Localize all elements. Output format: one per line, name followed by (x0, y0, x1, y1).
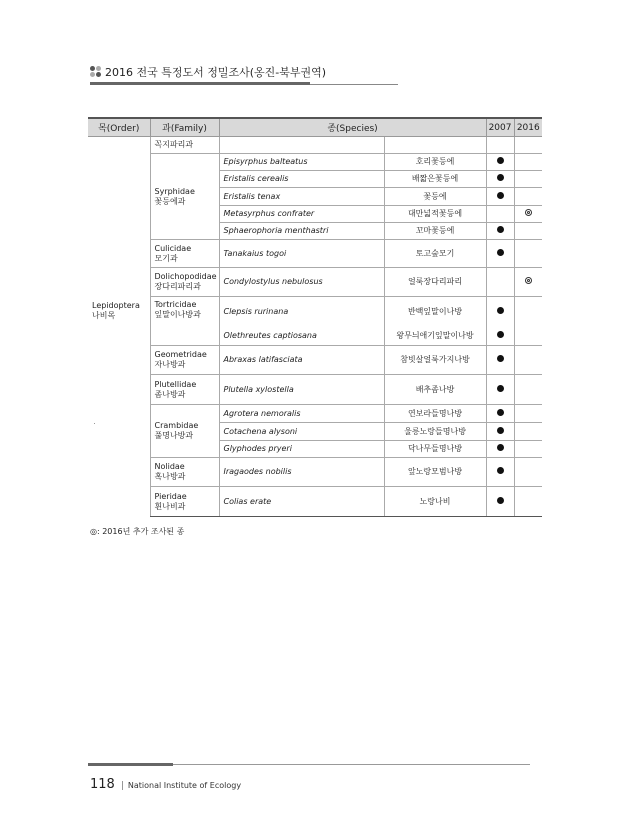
species-kor: 배추좀나방 (384, 375, 486, 405)
species-sci: Eristalis cerealis (219, 171, 384, 188)
species-sci: Abraxas latifasciata (219, 346, 384, 375)
filled-circle-icon (497, 331, 504, 338)
mark-2007 (486, 405, 514, 423)
filled-circle-icon (497, 497, 504, 504)
order-cell-empty (88, 137, 150, 297)
species-kor: 닥나무들명나방 (384, 441, 486, 458)
species-kor: 왕무늬애기잎말이나방 (384, 328, 486, 346)
species-kor: 토고숲모기 (384, 240, 486, 268)
page-footer (90, 773, 241, 792)
species-sci: Sphaerophoria menthastri (219, 223, 384, 240)
mark-2016 (514, 487, 542, 517)
mark-2007 (486, 346, 514, 375)
species-sci-cell (219, 137, 384, 154)
species-kor: 울릉노랑들명나방 (384, 423, 486, 441)
mark-2016 (514, 137, 542, 154)
filled-circle-icon (497, 174, 504, 181)
family-sci: Geometridae (154, 350, 207, 359)
species-sci: Tanakaius togoi (219, 240, 384, 268)
footer-separator: | (120, 781, 124, 791)
family-sci: Plutellidae (154, 379, 197, 389)
filled-circle-icon (497, 226, 504, 233)
family-cell (150, 154, 219, 240)
table-row (88, 346, 542, 375)
filled-circle-icon (497, 249, 504, 256)
mark-2007 (486, 188, 514, 206)
family-kor: 풀명나방과 (154, 431, 194, 440)
mark-2016 (514, 154, 542, 171)
species-kor: 배짧은꽃등에 (384, 171, 486, 188)
mark-2016 (514, 405, 542, 423)
col-2007: 2007 (486, 118, 514, 137)
mark-2007 (486, 328, 514, 346)
filled-circle-icon (497, 409, 504, 416)
species-kor: 얼룩장다리파리 (384, 268, 486, 297)
mark-2007 (486, 240, 514, 268)
header-title: 2016 전국 특정도서 정밀조사(옹진-북부권역) (105, 66, 327, 79)
mark-2007 (486, 487, 514, 517)
family-kor: 꼭지파리과 (154, 140, 194, 149)
species-sci: Glyphodes pryeri (219, 441, 384, 458)
family-sci: Dolichopodidae (154, 272, 217, 281)
institute-name: National Institute of Ecology (127, 781, 242, 790)
filled-circle-icon (497, 355, 504, 362)
col-family: 과(Family) (150, 118, 219, 137)
footer-rule-accent (88, 763, 173, 766)
family-kor: 장다리파리과 (154, 282, 201, 291)
mark-2016 (514, 346, 542, 375)
mark-2007 (486, 137, 514, 154)
col-species: 종(Species) (219, 118, 486, 137)
species-kor: 노랑나비 (384, 487, 486, 517)
mark-2007 (486, 206, 514, 223)
mark-2016 (514, 375, 542, 405)
mark-2016 (514, 206, 542, 223)
species-kor: 꼬마꽃등에 (384, 223, 486, 240)
double-circle-icon (525, 277, 532, 284)
family-sci: Tortricidae (154, 300, 197, 309)
mark-2016 (514, 188, 542, 206)
filled-circle-icon (497, 444, 504, 451)
species-sci: Cotachena alysoni (219, 423, 384, 441)
family-kor: 자나방과 (154, 360, 186, 369)
family-sci: Pieridae (154, 491, 187, 501)
family-sci: Culicidae (154, 243, 192, 253)
family-sci: Syrphidae (154, 186, 195, 196)
page-number: 118 (90, 777, 115, 792)
mark-2007 (486, 441, 514, 458)
header-rule-thin (310, 84, 398, 85)
family-kor: 좀나방과 (154, 389, 186, 399)
mark-2016 (514, 458, 542, 487)
family-kor: 혹나방과 (154, 472, 186, 481)
filled-circle-icon (497, 192, 504, 199)
mark-2007 (486, 171, 514, 188)
table-header-row (88, 118, 542, 137)
order-cell (88, 297, 150, 517)
species-sci: Clepsis rurinana (219, 297, 384, 328)
species-sci: Condylostylus nebulosus (219, 268, 384, 297)
family-kor: 흰나비과 (154, 501, 186, 511)
mark-2007 (486, 297, 514, 328)
header-rule (90, 82, 310, 85)
table-row (88, 137, 542, 154)
species-kor: 연보라들명나방 (384, 405, 486, 423)
species-sci: Agrotera nemoralis (219, 405, 384, 423)
mark-2016 (514, 328, 542, 346)
family-cell (150, 405, 219, 458)
family-cell (150, 268, 219, 297)
family-cell (150, 458, 219, 487)
species-kor: 반백잎말이나방 (384, 297, 486, 328)
species-sci: Episyrphus balteatus (219, 154, 384, 171)
species-kor: 꽃등에 (384, 188, 486, 206)
filled-circle-icon (497, 385, 504, 392)
filled-circle-icon (497, 157, 504, 164)
species-sci: Olethreutes captiosana (219, 328, 384, 346)
mark-2016 (514, 223, 542, 240)
species-sci: Iragaodes nobilis (219, 458, 384, 487)
mark-2007 (486, 154, 514, 171)
family-kor: 꽃등에과 (154, 196, 186, 206)
species-sci: Colias erate (219, 487, 384, 517)
filled-circle-icon (497, 467, 504, 474)
table-row (88, 487, 542, 517)
mark-2007 (486, 268, 514, 297)
mark-2007 (486, 375, 514, 405)
table-row (88, 375, 542, 405)
stray-mark (94, 423, 95, 424)
family-kor: 모기과 (154, 253, 178, 263)
col-order: 목(Order) (88, 118, 150, 137)
species-kor: 대만넓적꽃등에 (384, 206, 486, 223)
order-sci: Lepidoptera (92, 300, 140, 310)
species-kor-cell (384, 137, 486, 154)
mark-2007 (486, 423, 514, 441)
species-sci: Eristalis tenax (219, 188, 384, 206)
double-circle-icon (525, 209, 532, 216)
filled-circle-icon (497, 427, 504, 434)
species-kor: 앞노랑모범나방 (384, 458, 486, 487)
mark-2016 (514, 268, 542, 297)
mark-2016 (514, 297, 542, 328)
legend-note: ◎: 2016년 추가 조사된 종 (90, 527, 185, 536)
table-row (88, 154, 542, 171)
table-row (88, 458, 542, 487)
species-kor: 호리꽃등에 (384, 154, 486, 171)
species-kor: 참빗살얼룩가지나방 (384, 346, 486, 375)
species-sci: Plutella xylostella (219, 375, 384, 405)
mark-2016 (514, 240, 542, 268)
family-sci: Crambidae (154, 421, 199, 430)
species-table (88, 117, 542, 517)
table-row (88, 240, 542, 268)
table-row (88, 297, 542, 328)
family-cell (150, 487, 219, 517)
mark-2016 (514, 171, 542, 188)
mark-2007 (486, 458, 514, 487)
family-cell (150, 137, 219, 154)
family-cell (150, 346, 219, 375)
family-cell (150, 297, 219, 346)
table-row (88, 405, 542, 423)
family-sci: Nolidae (154, 462, 185, 471)
family-cell (150, 240, 219, 268)
order-kor: 나비목 (92, 310, 116, 320)
bullet-cluster-icon (90, 66, 102, 78)
filled-circle-icon (497, 307, 504, 314)
table-row (88, 268, 542, 297)
mark-2016 (514, 423, 542, 441)
family-cell (150, 375, 219, 405)
species-sci: Metasyrphus confrater (219, 206, 384, 223)
mark-2016 (514, 441, 542, 458)
mark-2007 (486, 223, 514, 240)
family-kor: 잎말이나방과 (154, 310, 201, 319)
col-2016: 2016 (514, 118, 542, 137)
